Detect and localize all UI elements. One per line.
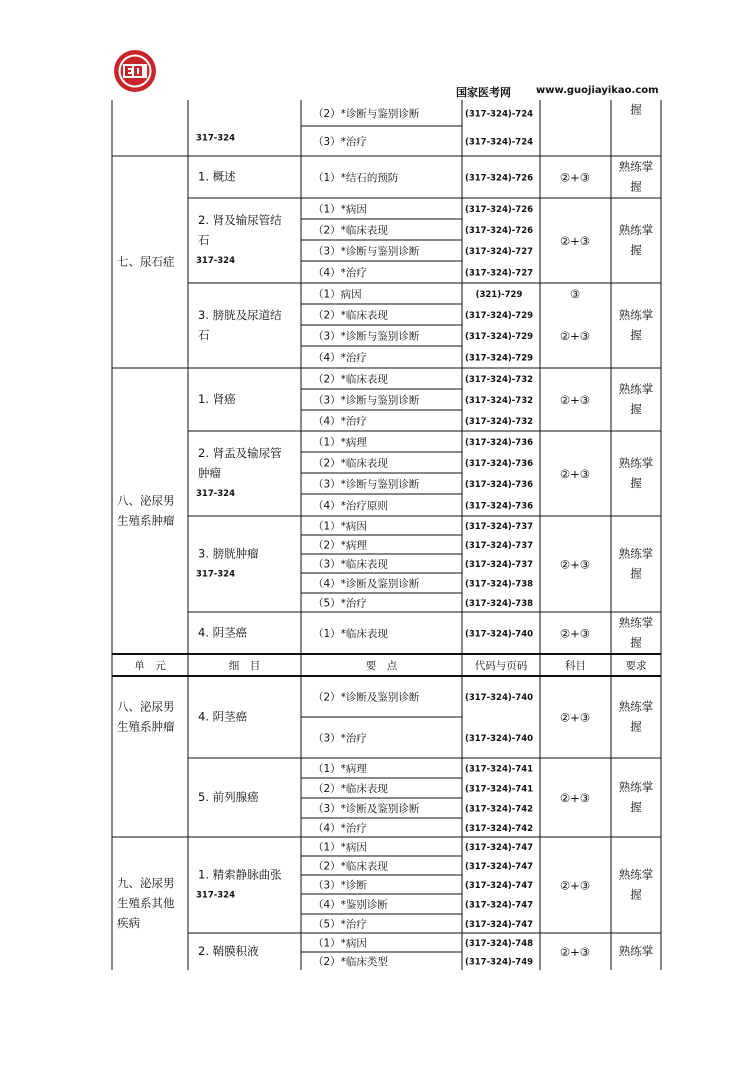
- point-text: （2）*临床表现: [313, 457, 388, 470]
- point-text: （4）*鉴别诊断: [313, 899, 388, 911]
- requirement-cell: 熟练掌: [618, 615, 654, 630]
- point-code: (317-324)-736: [464, 480, 534, 490]
- point-text: （1）*病理: [313, 763, 367, 775]
- point-code: (317-324)-740: [464, 693, 534, 703]
- point-text: （1）*结石的预防: [313, 172, 399, 184]
- point-code: (317-324)-741: [464, 784, 534, 795]
- point-text: （2）*临床表现: [313, 783, 388, 795]
- topic-title: 4. 阴茎癌: [198, 709, 248, 724]
- point-text: （2）*诊断与鉴别诊断: [313, 108, 420, 120]
- point-code: (317-324)-747: [464, 843, 534, 853]
- point-text: （2）*临床表现: [313, 373, 388, 386]
- requirement-cell: 熟练掌: [618, 308, 654, 322]
- point-code: (317-324)-732: [464, 375, 534, 385]
- requirement-cell: 熟练掌: [618, 780, 654, 794]
- point-text: （4）*治疗: [313, 267, 367, 279]
- point-text: （3）*治疗: [313, 136, 367, 148]
- point-code: (317-324)-737: [464, 522, 534, 532]
- subject-cell: ②+③: [559, 626, 591, 641]
- point-code: (317-324)-740: [464, 629, 534, 640]
- unit-label: 疾病: [117, 916, 140, 930]
- topic-title: 2. 鞘膜积液: [198, 944, 259, 958]
- requirement-cell: 握: [630, 179, 642, 194]
- topic-title: 4. 阴茎癌: [198, 625, 248, 640]
- point-code: (317-324)-741: [464, 764, 534, 775]
- site-name: 国家医考网: [456, 86, 511, 99]
- topic-title: 2. 肾盂及输尿管: [198, 446, 282, 460]
- topic-title: 肿瘤: [198, 466, 221, 480]
- requirement-cell: 熟练掌: [618, 159, 654, 174]
- requirement-cell: 熟练掌: [618, 546, 654, 561]
- point-code: (317-324)-747: [464, 862, 534, 872]
- point-text: （3）*诊断与鉴别诊断: [313, 478, 420, 491]
- unit-label: 生殖系肿瘤: [117, 719, 175, 734]
- point-text: （2）*临床表现: [313, 309, 388, 322]
- topic-ref: 317-324: [196, 890, 236, 901]
- point-text: （3）*诊断: [313, 879, 367, 892]
- point-code: (317-324)-726: [464, 173, 534, 184]
- topic-title: 1. 肾癌: [198, 392, 236, 406]
- header-cell-0: 单 元: [134, 660, 166, 672]
- point-code: (317-324)-736: [464, 501, 534, 512]
- point-text: （1）*病因: [313, 841, 367, 854]
- point-text: （2）*病理: [313, 539, 367, 552]
- unit-label: 九、泌尿男: [117, 876, 175, 890]
- subject-cell: ②+③: [559, 791, 591, 805]
- topic-ref: 317-324: [196, 489, 236, 499]
- point-code: (321)-729: [475, 290, 523, 300]
- point-text: （2）*临床表现: [313, 224, 388, 237]
- header-cell-1: 细 目: [228, 660, 261, 672]
- point-text: （2）*诊断及鉴别诊断: [313, 691, 420, 704]
- site-logo-icon: [112, 48, 158, 94]
- requirement-cell: 握: [630, 800, 642, 814]
- point-text: （1）病因: [313, 288, 362, 301]
- point-text: （1）*病理: [313, 436, 367, 449]
- point-code: (317-324)-729: [464, 332, 534, 342]
- header-cell-3: 代码与页码: [474, 660, 528, 672]
- unit-label: 七、尿石症: [117, 254, 175, 269]
- point-code: (317-324)-727: [464, 247, 534, 257]
- topic-title: 3. 膀胱及尿道结: [198, 308, 282, 322]
- requirement-cell: 熟练掌: [618, 867, 654, 882]
- point-text: （5）*治疗: [313, 597, 367, 610]
- topic-ref: 317-324: [196, 256, 236, 266]
- point-text: （2）*临床表现: [313, 860, 388, 873]
- subject-cell: ②+③: [559, 329, 591, 343]
- point-code: (317-324)-747: [464, 920, 534, 930]
- point-code: (317-324)-736: [464, 459, 534, 469]
- point-code: (317-324)-747: [464, 881, 534, 891]
- point-text: （3）*诊断与鉴别诊断: [313, 245, 420, 258]
- requirement-cell: 握: [630, 402, 642, 416]
- point-text: （3）*治疗: [313, 732, 367, 745]
- subject-cell: ③: [569, 287, 581, 301]
- point-text: （5）*治疗: [313, 918, 367, 931]
- subject-cell: ②+③: [559, 234, 591, 248]
- requirement-cell: 握: [630, 635, 642, 650]
- requirement-cell: 握: [630, 566, 642, 581]
- unit-label: 八、泌尿男: [117, 493, 175, 508]
- point-code: (317-324)-729: [464, 353, 534, 364]
- point-text: （3）*诊断与鉴别诊断: [313, 394, 420, 407]
- point-text: （1）*病因: [313, 203, 367, 216]
- point-code: (317-324)-738: [464, 579, 534, 590]
- point-code: (317-324)-737: [464, 560, 534, 570]
- point-text: （3）*诊断与鉴别诊断: [313, 330, 420, 343]
- topic-title: 5. 前列腺癌: [198, 790, 259, 804]
- topic-ref: 317-324: [196, 569, 236, 580]
- point-code: (317-324)-732: [464, 417, 534, 427]
- topic-title: 1. 精索静脉曲张: [198, 867, 282, 882]
- point-code: (317-324)-726: [464, 205, 534, 215]
- requirement-cell: 握: [630, 243, 642, 257]
- topic-title: 石: [198, 328, 210, 342]
- point-code: (317-324)-724: [464, 109, 534, 120]
- point-code: (317-324)-747: [464, 900, 534, 911]
- point-code: (317-324)-748: [464, 939, 534, 949]
- subject-cell: ②+③: [559, 393, 591, 407]
- point-text: （4）*治疗: [313, 822, 367, 835]
- point-text: （3）*临床表现: [313, 558, 388, 571]
- subject-cell: ②+③: [559, 557, 591, 572]
- subject-cell: ②+③: [559, 878, 591, 893]
- point-text: （4）*诊断及鉴别诊断: [313, 578, 420, 590]
- point-code: (317-324)-727: [464, 268, 534, 279]
- header-cell-5: 要求: [625, 660, 647, 672]
- unit-label: 八、泌尿男: [117, 699, 175, 714]
- point-code: (317-324)-737: [464, 541, 534, 551]
- point-code: (317-324)-742: [464, 824, 534, 834]
- topic-title: 2. 肾及输尿管结: [198, 213, 282, 227]
- point-code: (317-324)-729: [464, 311, 534, 321]
- unit-label: 生殖系其他: [117, 896, 175, 910]
- topic-title: 3. 膀胱肿瘤: [198, 546, 259, 561]
- requirement-cell: 熟练掌: [618, 944, 654, 958]
- point-code: (317-324)-749: [464, 957, 534, 968]
- requirement-cell: 熟练掌: [618, 223, 654, 237]
- point-text: （1）*病因: [313, 520, 367, 533]
- point-text: （2）*临床类型: [313, 956, 388, 968]
- point-code: (317-324)-726: [464, 226, 534, 236]
- point-text: （4）*治疗: [313, 352, 367, 364]
- subject-cell: ②+③: [559, 467, 591, 481]
- point-text: （1）*临床表现: [313, 628, 388, 640]
- subject-cell: ②+③: [559, 170, 591, 185]
- header-cell-4: 科目: [565, 660, 586, 672]
- point-code: (317-324)-738: [464, 599, 534, 609]
- requirement-cell: 熟练掌: [618, 699, 654, 714]
- requirement-cell: 熟练掌: [618, 456, 654, 470]
- subject-cell: ②+③: [559, 710, 591, 725]
- header-cell-2: 要 点: [365, 660, 398, 672]
- requirement-cell: 握: [630, 102, 642, 117]
- point-text: （1）*病因: [313, 937, 367, 950]
- requirement-cell: 握: [630, 887, 642, 902]
- point-code: (317-324)-724: [464, 137, 534, 148]
- requirement-cell: 握: [630, 328, 642, 342]
- topic-ref: 317-324: [196, 133, 236, 144]
- point-code: (317-324)-736: [464, 438, 534, 448]
- point-text: （4）*治疗原则: [313, 500, 388, 512]
- requirement-cell: 握: [630, 476, 642, 490]
- point-code: (317-324)-740: [464, 734, 534, 744]
- topic-title: 石: [198, 233, 210, 247]
- point-text: （4）*治疗: [313, 415, 367, 428]
- subject-cell: ②+③: [559, 945, 591, 959]
- point-text: （3）*诊断及鉴别诊断: [313, 803, 420, 815]
- site-url: www.guojiayikao.com: [536, 85, 659, 96]
- topic-title: 1. 概述: [198, 169, 236, 184]
- requirement-cell: 熟练掌: [618, 382, 654, 396]
- point-code: (317-324)-732: [464, 396, 534, 406]
- point-code: (317-324)-742: [464, 804, 534, 815]
- requirement-cell: 握: [630, 719, 642, 734]
- unit-label: 生殖系肿瘤: [117, 513, 175, 528]
